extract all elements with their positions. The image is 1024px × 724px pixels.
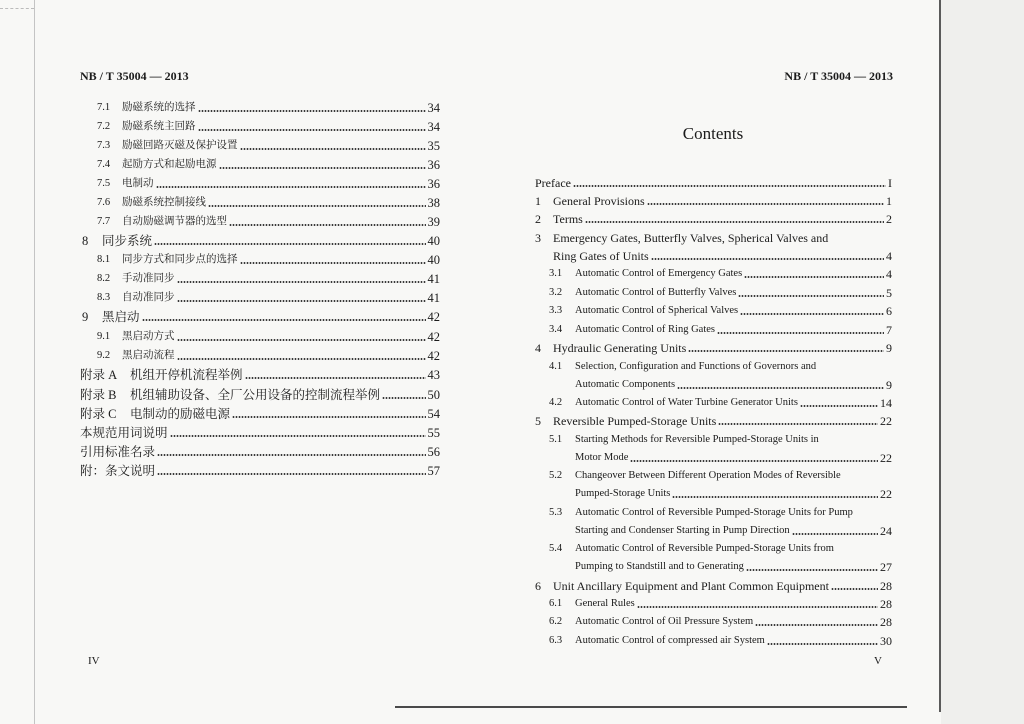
entry-number: 3.2 (549, 287, 563, 298)
entry-title: 同步方式和同步点的选择 (122, 254, 238, 265)
entry-title: 励磁系统控制接线 (122, 197, 206, 208)
entry-page: 56 (427, 445, 440, 459)
entry-number: 6.3 (549, 635, 563, 646)
toc-entry-continuation (575, 522, 892, 540)
entry-number: 5.2 (549, 470, 563, 481)
page-header: NB / T 35004 — 2013 (784, 69, 893, 83)
entry-page: 38 (427, 196, 440, 210)
entry-number: 7.1 (97, 102, 111, 113)
entry-number: 附录 B (80, 388, 117, 402)
entry-page: 1 (886, 194, 892, 208)
dot-leader (677, 387, 884, 389)
entry-title: Preface (535, 176, 571, 190)
entry-page: 5 (886, 286, 892, 300)
entry-page: 55 (427, 426, 440, 440)
entry-title: Changeover Between Different Operation Modes of Reversible (575, 470, 841, 481)
entry-number: 3 (535, 231, 541, 245)
toc-entry (549, 265, 892, 283)
dot-leader (718, 423, 878, 425)
entry-number: 5 (535, 414, 541, 428)
entry-page: 14 (880, 396, 892, 410)
dot-leader (831, 588, 878, 590)
dot-leader (177, 281, 426, 283)
dot-leader (767, 643, 878, 645)
entry-number: 7.5 (97, 178, 111, 189)
toc-chapter (82, 308, 440, 326)
entry-number: 6.1 (549, 598, 563, 609)
entry-page: 28 (880, 579, 892, 593)
entry-page: 27 (880, 560, 892, 574)
entry-number: 7.3 (97, 140, 111, 151)
entry-number: 7.7 (97, 216, 111, 227)
dot-leader (142, 319, 426, 321)
entry-title: Automatic Control of Ring Gates (575, 324, 715, 335)
dot-leader (170, 435, 426, 437)
entry-title: General Provisions (553, 194, 645, 208)
toc-entry (549, 431, 892, 449)
dot-leader (792, 533, 878, 535)
entry-title: Starting Methods for Reversible Pumped-Storage Units in (575, 434, 819, 445)
toc-entry-continuation (575, 449, 892, 467)
entry-number: 2 (535, 212, 541, 226)
dot-leader (573, 185, 886, 187)
entry-title: 引用标准名录 (80, 445, 156, 459)
page-title: Contents (682, 124, 744, 143)
dot-leader (585, 221, 884, 223)
toc-entry (97, 175, 440, 193)
entry-title: Automatic Control of Oil Pressure System (575, 616, 754, 627)
dot-leader (240, 148, 426, 150)
entry-number: 3.4 (549, 324, 563, 335)
entry-page: 4 (886, 249, 892, 263)
entry-title-cont: Starting and Condenser Starting in Pump Direction (575, 525, 790, 536)
toc-chapter-continuation (553, 247, 892, 265)
dot-leader (647, 203, 884, 205)
entry-number: 7.6 (97, 197, 111, 208)
dot-leader (630, 460, 878, 462)
dot-leader (744, 276, 884, 278)
page-header: NB / T 35004 — 2013 (80, 69, 189, 83)
entry-title: Reversible Pumped-Storage Units (553, 414, 717, 428)
scan-bottom-edge (395, 706, 907, 708)
toc-entry (97, 137, 440, 155)
dot-leader (157, 454, 425, 456)
toc-chapter (535, 192, 892, 210)
entry-page: 4 (886, 267, 892, 281)
dot-leader (688, 350, 884, 352)
toc-entry (97, 194, 440, 212)
entry-number: 8 (82, 234, 89, 248)
toc-entry (80, 443, 440, 461)
toc-entry (549, 613, 892, 631)
toc-entry (80, 462, 440, 480)
entry-title: Emergency Gates, Butterfly Valves, Spherical Valves and (553, 231, 829, 245)
dot-leader (651, 258, 884, 260)
entry-title: 电制动 (122, 178, 154, 189)
entry-page: 9 (886, 341, 892, 355)
toc-appendix (80, 366, 440, 384)
dot-leader (746, 569, 878, 571)
dot-leader (198, 110, 426, 112)
entry-number: 8.3 (97, 292, 111, 303)
toc-chapter (535, 229, 892, 247)
entry-page: 22 (880, 487, 892, 501)
page-edge-right (939, 0, 941, 712)
toc-entry (549, 540, 892, 558)
entry-page: 30 (880, 634, 892, 648)
entry-title-cont: Automatic Components (575, 379, 676, 390)
toc-entry (549, 632, 892, 650)
dot-leader (245, 377, 426, 379)
entry-page: 42 (427, 349, 440, 363)
dot-leader (157, 473, 425, 475)
entry-number: 7.2 (97, 121, 111, 132)
entry-page: 40 (427, 234, 440, 248)
toc-appendix (80, 405, 440, 423)
entry-page: 40 (427, 253, 440, 267)
entry-title: 电制动的励磁电源 (130, 407, 231, 421)
entry-number: 7.4 (97, 159, 111, 170)
entry-page: 50 (427, 388, 440, 402)
dot-leader (232, 416, 425, 418)
dot-leader (637, 606, 878, 608)
toc-entry (97, 118, 440, 136)
entry-page: 39 (427, 215, 440, 229)
toc-entry-continuation (575, 376, 892, 394)
entry-page: 42 (427, 310, 440, 324)
toc-entry (97, 289, 440, 307)
toc-chapter (535, 210, 892, 228)
toc-entry (97, 156, 440, 174)
entry-number: 1 (535, 194, 541, 208)
toc-entry (549, 467, 892, 485)
dot-leader (240, 262, 426, 264)
entry-title: Automatic Control of Emergency Gates (575, 268, 743, 279)
entry-title: Automatic Control of Water Turbine Generator Units (575, 397, 798, 408)
entry-title: 励磁回路灭磁及保护设置 (122, 140, 238, 151)
dot-leader (382, 397, 425, 399)
dot-leader (177, 358, 426, 360)
entry-title: 手动准同步 (122, 273, 175, 284)
entry-title: 自动准同步 (122, 292, 175, 303)
entry-title-cont: Pumped-Storage Units (575, 488, 671, 499)
toc-entry (97, 251, 440, 269)
toc-entry (549, 595, 892, 613)
entry-page: 36 (427, 158, 440, 172)
entry-number: 4 (535, 341, 541, 355)
toc-entry (549, 321, 892, 339)
toc-entry (549, 394, 892, 412)
entry-page: 42 (427, 330, 440, 344)
dot-leader (177, 339, 426, 341)
entry-number: 4.1 (549, 361, 563, 372)
entry-title-cont: Motor Mode (575, 452, 629, 463)
entry-title: Automatic Control of compressed air System (575, 635, 765, 646)
entry-title: 黑启动流程 (122, 350, 175, 361)
toc-chapter (535, 412, 892, 430)
entry-number: 4.2 (549, 397, 563, 408)
dot-leader (177, 300, 426, 302)
entry-title: 起励方式和起励电源 (122, 159, 217, 170)
entry-title: 励磁系统主回路 (122, 121, 196, 132)
entry-title: 本规范用词说明 (80, 426, 168, 440)
entry-page: 9 (886, 378, 892, 392)
toc-entry (97, 328, 440, 346)
dot-leader (755, 624, 878, 626)
entry-page: 7 (886, 323, 892, 337)
toc-chapter (535, 339, 892, 357)
entry-page: 41 (427, 272, 440, 286)
page-number: V (874, 655, 882, 667)
entry-title: Selection, Configuration and Functions of Governors and (575, 361, 817, 372)
entry-page: 34 (427, 101, 440, 115)
entry-page: 22 (880, 451, 892, 465)
toc-entry (97, 99, 440, 117)
entry-page: 35 (427, 139, 440, 153)
entry-page: 28 (880, 615, 892, 629)
toc-appendix (80, 386, 440, 404)
toc-entry (549, 284, 892, 302)
entry-number: 8.2 (97, 273, 111, 284)
entry-number: 9.2 (97, 350, 111, 361)
entry-page: 43 (427, 368, 440, 382)
entry-title: Hydraulic Generating Units (553, 341, 687, 355)
toc-entry-continuation (575, 485, 892, 503)
entry-title: 黑启动方式 (122, 331, 175, 342)
entry-title: General Rules (575, 598, 635, 609)
dot-leader (717, 332, 884, 334)
entry-number: 6.2 (549, 616, 563, 627)
dot-leader (156, 186, 426, 188)
entry-title: Automatic Control of Spherical Valves (575, 305, 739, 316)
entry-title: 机组辅助设备、全厂公用设备的控制流程举例 (130, 388, 381, 402)
entry-page: 22 (880, 414, 892, 428)
entry-title: 附：条文说明 (80, 464, 156, 478)
dot-leader (154, 243, 425, 245)
dot-leader (208, 205, 426, 207)
page-edge-left (34, 0, 35, 724)
toc-entry (97, 347, 440, 365)
entry-number: 8.1 (97, 254, 111, 265)
entry-number: 3.1 (549, 268, 563, 279)
entry-page: 2 (886, 212, 892, 226)
entry-page: 34 (427, 120, 440, 134)
dot-leader (740, 313, 884, 315)
entry-title: Automatic Control of Butterfly Valves (575, 287, 737, 298)
entry-number: 5.4 (549, 543, 563, 554)
entry-number: 5.1 (549, 434, 563, 445)
toc-entry (549, 358, 892, 376)
entry-page: 6 (886, 304, 892, 318)
page-number: IV (88, 655, 100, 667)
toc-entry-continuation (575, 558, 892, 576)
entry-number: 附录 A (80, 368, 118, 382)
entry-number: 附录 C (80, 407, 117, 421)
entry-title: Unit Ancillary Equipment and Plant Common Equipment (553, 579, 829, 593)
entry-title: 同步系统 (102, 234, 153, 248)
toc-entry (535, 174, 892, 192)
toc-chapter (82, 232, 440, 250)
dot-leader (800, 405, 878, 407)
toc-entry (97, 213, 440, 231)
entry-title: Automatic Control of Reversible Pumped-Storage Units from (575, 543, 834, 554)
toc-entry (549, 302, 892, 320)
entry-page: 41 (427, 291, 440, 305)
entry-page: 28 (880, 597, 892, 611)
toc-entry (97, 270, 440, 288)
entry-page: 36 (427, 177, 440, 191)
dot-leader (229, 224, 426, 226)
toc-entry (549, 504, 892, 522)
entry-title-cont: Pumping to Standstill and to Generating (575, 561, 744, 572)
entry-title-cont: Ring Gates of Units (553, 249, 649, 263)
entry-page: I (888, 176, 892, 190)
dot-leader (219, 167, 426, 169)
entry-title: 自动励磁调节器的选型 (122, 216, 227, 227)
entry-page: 57 (427, 464, 440, 478)
entry-number: 3.3 (549, 305, 563, 316)
entry-number: 6 (535, 579, 541, 593)
entry-page: 54 (427, 407, 440, 421)
entry-title: 励磁系统的选择 (122, 102, 196, 113)
toc-entry (80, 424, 440, 442)
entry-title: Automatic Control of Reversible Pumped-Storage Units for Pump (575, 507, 853, 518)
scan-margin (941, 0, 1024, 724)
entry-number: 9 (82, 310, 89, 324)
dot-leader (672, 496, 878, 498)
dot-leader (738, 295, 884, 297)
entry-title: Terms (553, 212, 583, 226)
dot-leader (198, 129, 426, 131)
toc-chapter (535, 577, 892, 595)
entry-number: 5.3 (549, 507, 563, 518)
entry-title: 机组开停机流程举例 (130, 368, 243, 382)
entry-page: 24 (880, 524, 892, 538)
scan-artifact (0, 8, 34, 9)
entry-number: 9.1 (97, 331, 111, 342)
entry-title: 黑启动 (102, 310, 140, 324)
